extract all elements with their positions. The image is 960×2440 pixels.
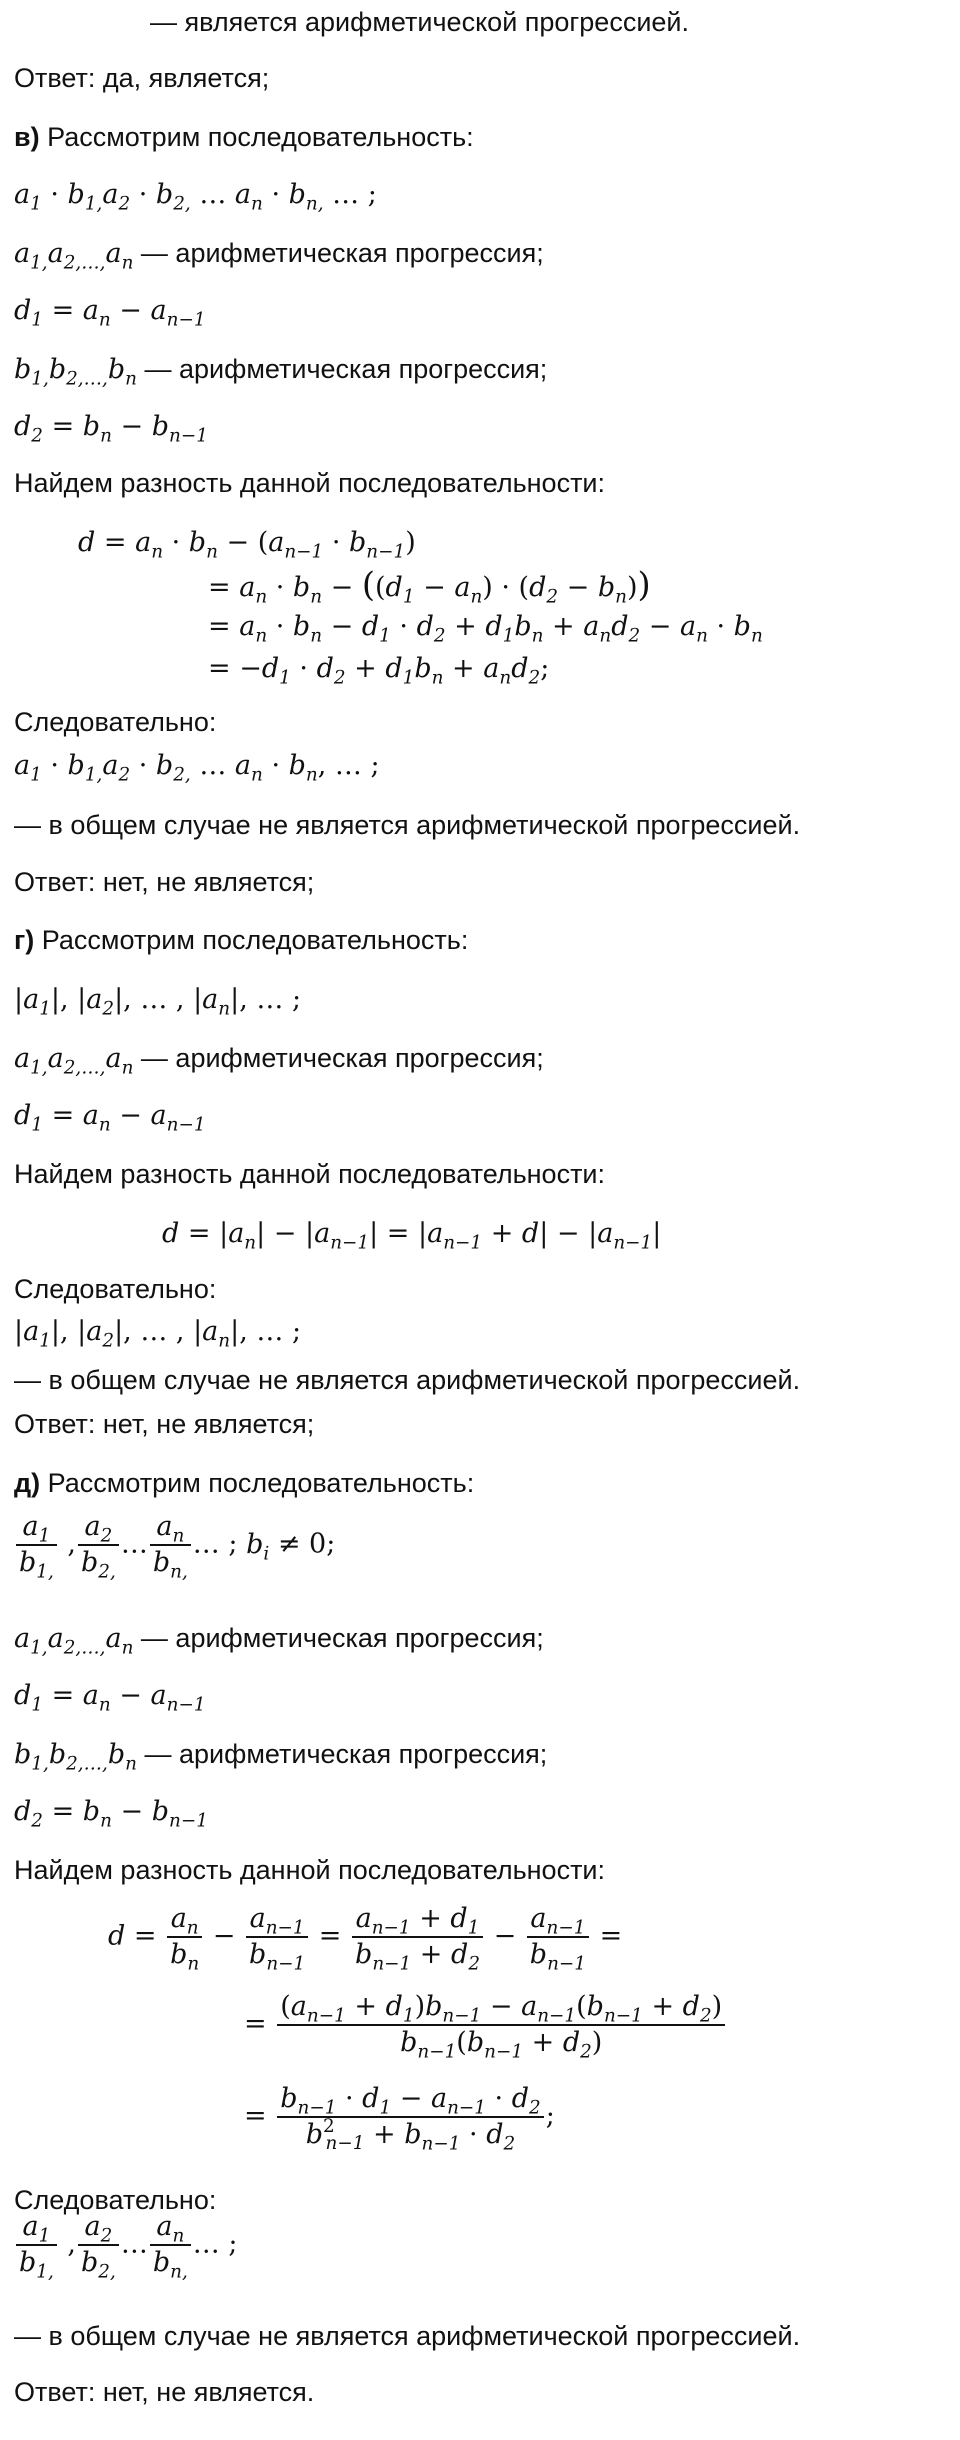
section-intro: Рассмотрим последовательность: bbox=[41, 925, 469, 955]
section-d-heading bbox=[14, 1463, 950, 1503]
answer-d: Ответ: нет, не является. bbox=[14, 2377, 315, 2407]
diff-step3-v: = $a_n \cdot b_n - d_1 \cdot d_2 + d_1b_n + a_nd_2 - a_n \cdot b_n$ bbox=[208, 611, 763, 647]
not-arith-d: — в общем случае не является арифметической прогрессией. bbox=[14, 2321, 801, 2351]
prev-conclusion: — является арифметической прогрессией. bbox=[150, 7, 689, 37]
diff-g: $d = |a_n| - |a_{n-1}| = |a_{n-1} + d| - |a_{n-1}|$ bbox=[162, 1218, 662, 1254]
formula-arith-a-g: $a_{1,}a_{2,\dots,}a_n$ — арифметическая прогрессия; bbox=[14, 1043, 544, 1079]
diff-step3-d: = $\frac{b_{n-1} \cdot d_1 - a_{n-1} \cdot d_2}{b^2_{n-1} + b_{n-1} \cdot d_2}$ ; bbox=[244, 2083, 555, 2155]
diff-step1-d: d = $\frac{a_n}{b_n}$ − $\frac{a_{n-1}}{b_{n-1}}$ = $\frac{a_{n-1} + d_1}{b_{n-1} + d_2}$ − $\frac{a_{n-1}}{b_{n-1}}$ = bbox=[108, 1903, 623, 1975]
therefore-g: Следовательно: bbox=[14, 1274, 217, 1304]
section-label: г) bbox=[14, 925, 35, 955]
diff-step1-v: $d = a_n \cdot b_n - (a_{n-1} \cdot b_{n-1})$ bbox=[78, 527, 416, 563]
section-intro: Рассмотрим последовательность: bbox=[47, 122, 474, 152]
answer-v: Ответ: нет, не является; bbox=[14, 867, 315, 897]
formula-d2-v: $d_2 = b_n - b_{n-1}$ bbox=[14, 411, 208, 447]
diff-step2-d: = $\frac{(a_{n-1} + d_1)b_{n-1} - a_{n-1}(b_{n-1} + d_2)}{b_{n-1}(b_{n-1} + d_2)}$ bbox=[244, 1990, 950, 2060]
formula-d2-d: $d_2 = b_n - b_{n-1}$ bbox=[14, 1796, 208, 1832]
formula-arith-a-d: $a_{1,}a_{2,\dots,}a_n$ — арифметическая прогрессия; bbox=[14, 1623, 544, 1659]
answer-b: Ответ: да, является; bbox=[14, 63, 270, 93]
therefore-d: Следовательно: bbox=[14, 2185, 217, 2215]
formula-seq-v-repeat: $a_1 \cdot b_{1,}a_2 \cdot b_{2,}$ … $a_n \cdot b_n$, … ; bbox=[14, 750, 380, 786]
section-g-heading bbox=[14, 920, 950, 960]
answer-g: Ответ: нет, не является; bbox=[14, 1409, 315, 1439]
formula-arith-b-d: $b_{1,}b_{2,\dots,}b_n$ — арифметическая прогрессия; bbox=[14, 1739, 548, 1775]
diff-step2-v: = $a_n \cdot b_n - ((d_1 - a_n) \cdot (d_2 - b_n))$ bbox=[208, 565, 651, 608]
formula-arith-b-v: $b_{1,}b_{2,\dots,}b_n$ — арифметическая прогрессия; bbox=[14, 354, 548, 390]
formula-d1-g: $d_1 = a_n - a_{n-1}$ bbox=[14, 1100, 206, 1136]
not-arith-g: — в общем случае не является арифметической прогрессией. bbox=[14, 1365, 801, 1395]
formula-d1-v: $d_1 = a_n - a_{n-1}$ bbox=[14, 295, 206, 331]
formula-seq-g: $|a_1|$, $|a_2|$, … , $|a_n|$, … ; bbox=[14, 984, 302, 1020]
find-diff-v: Найдем разность данной последовательности: bbox=[14, 468, 606, 498]
find-diff-d: Найдем разность данной последовательности: bbox=[14, 1855, 606, 1885]
formula-seq-v: $a_1 \cdot b_{1,}a_2 \cdot b_{2,}$ … $a_n \cdot b_{n,}$ … ; bbox=[14, 179, 377, 215]
section-label: в) bbox=[14, 122, 40, 152]
section-v-heading bbox=[14, 117, 950, 157]
not-arith-v: — в общем случае не является арифметической прогрессией. bbox=[14, 810, 801, 840]
therefore-v: Следовательно: bbox=[14, 707, 217, 737]
section-intro: Рассмотрим последовательность: bbox=[47, 1468, 475, 1498]
formula-d1-d: $d_1 = a_n - a_{n-1}$ bbox=[14, 1680, 206, 1716]
diff-step4-v: = $-d_1 \cdot d_2 + d_1b_n + a_nd_2$; bbox=[208, 653, 550, 689]
formula-arith-a-v: $a_{1,}a_{2,\dots,}a_n$ — арифметическая прогрессия; bbox=[14, 238, 544, 274]
formula-seq-d-repeat: $\frac{a_1}{b_{1,}}$ , $\frac{a_2}{b_{2,}}$ … $\frac{a_n}{b_{n,}}$ … ; bbox=[14, 2210, 950, 2280]
find-diff-g: Найдем разность данной последовательности: bbox=[14, 1159, 606, 1189]
section-label: д) bbox=[14, 1468, 41, 1498]
formula-seq-d: $\frac{a_1}{b_{1,}}$ , $\frac{a_2}{b_{2,}}$ … $\frac{a_n}{b_{n,}}$ … ; $b_i \ne 0$; bbox=[14, 1510, 950, 1580]
formula-seq-g-repeat: $|a_1|$, $|a_2|$, … , $|a_n|$, … ; bbox=[14, 1316, 302, 1352]
